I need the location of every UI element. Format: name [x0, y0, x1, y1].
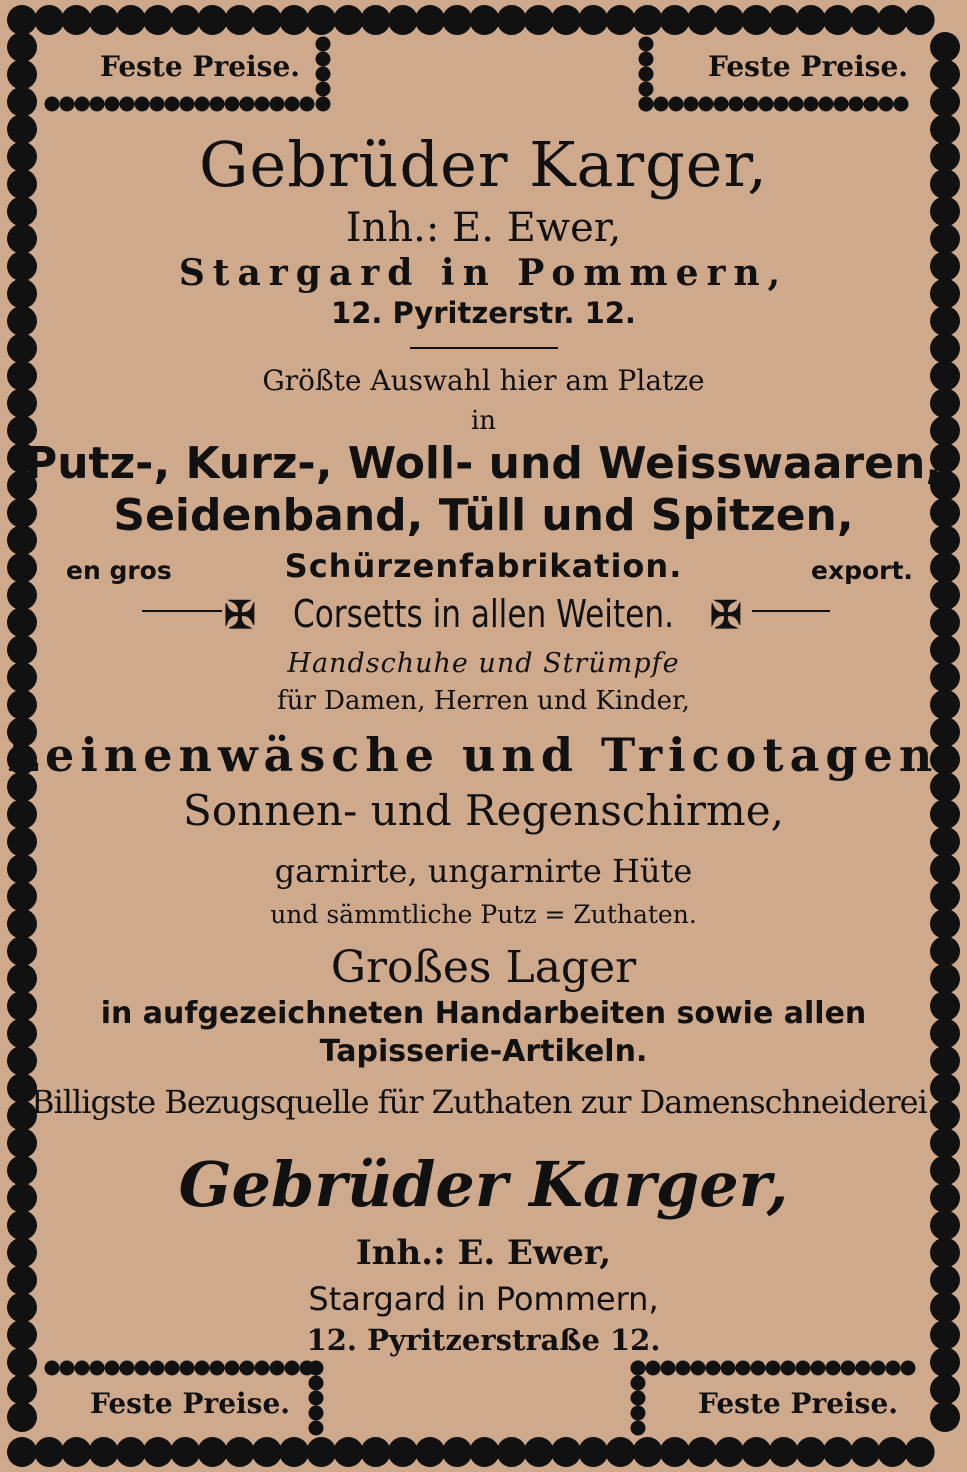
footer-address: 12. Pyritzerstraße 12. — [306, 1323, 661, 1357]
gloves-line: Handschuhe und Strümpfe — [287, 648, 680, 679]
stock-line: Großes Lager — [330, 942, 637, 993]
header-owner: Inh.: E. Ewer, — [345, 205, 622, 251]
header-address: 12. Pyritzerstr. 12. — [331, 296, 636, 330]
corner-label-bottom-left: Feste Preise. — [90, 1387, 291, 1420]
footer-owner: Inh.: E. Ewer, — [355, 1233, 612, 1273]
gloves-for-line: für Damen, Herren und Kinder, — [277, 686, 690, 716]
handwork-line-1: in aufgezeichneten Handarbeiten sowie allen — [100, 996, 867, 1031]
footer-city: Stargard in Pommern, — [308, 1280, 659, 1318]
cheapest-source-line: Billigste Bezugsquelle für Zuthaten zur Damenschneiderei. — [30, 1083, 936, 1121]
footer-firm-name: Gebrüder Karger, — [178, 1148, 789, 1221]
hats-line: garnirte, ungarnirte Hüte — [274, 852, 693, 890]
apron-manufacture: Schürzenfabrikation. — [284, 547, 683, 585]
corner-label-top-right: Feste Preise. — [708, 50, 909, 83]
header-divider — [410, 347, 558, 349]
export-label: export. — [811, 556, 913, 585]
corsets-line: Corsetts in allen Weiten. — [292, 592, 675, 636]
goods-line-1: Putz-, Kurz-, Woll- und Weisswaaren, — [24, 438, 943, 489]
trimmings-line: und sämmtliche Putz = Zuthaten. — [270, 900, 697, 929]
fleuron-right-icon: ✠ — [710, 592, 742, 637]
corsets-right-rule — [752, 610, 830, 612]
corner-label-bottom-right: Feste Preise. — [698, 1387, 899, 1420]
header-firm-name: Gebrüder Karger, — [198, 128, 769, 201]
umbrellas-line: Sonnen- und Regenschirme, — [183, 786, 784, 835]
corner-label-top-left: Feste Preise. — [100, 50, 301, 83]
handwork-line-2: Tapisserie-Artikeln. — [319, 1034, 648, 1069]
linen-line: Leinenwäsche und Tricotagen, — [6, 728, 961, 782]
header-city: Stargard in Pommern, — [178, 252, 789, 294]
goods-line-2: Seidenband, Tüll und Spitzen, — [113, 490, 854, 541]
fleuron-left-icon: ✠ — [224, 592, 256, 637]
en-gros-label: en gros — [66, 556, 172, 585]
selection-line: Größte Auswahl hier am Platze — [262, 364, 705, 397]
in-word: in — [470, 406, 497, 436]
